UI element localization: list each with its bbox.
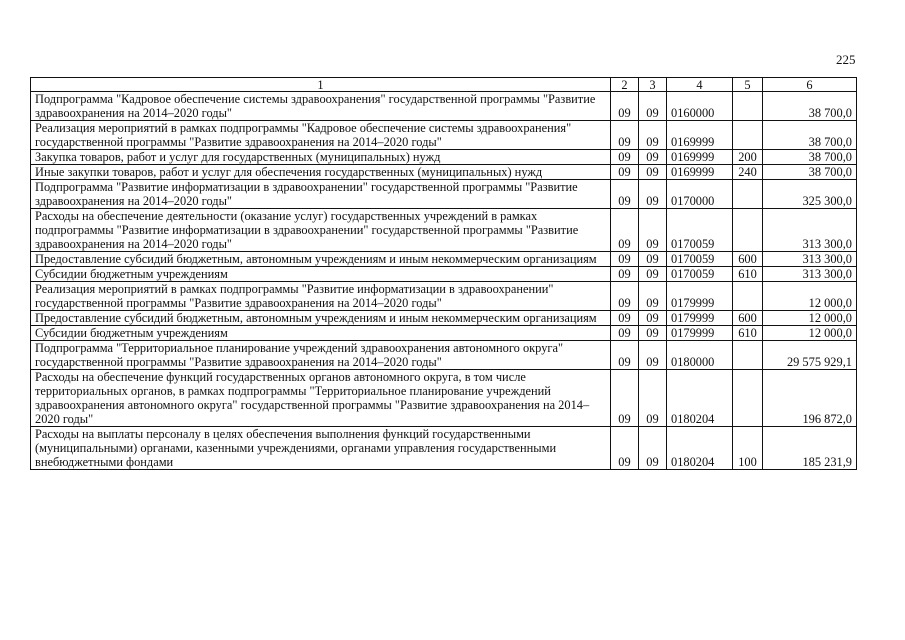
table-row xyxy=(31,180,857,209)
target-article-code: 0169999 xyxy=(667,165,733,180)
subsection-code: 09 xyxy=(639,341,667,370)
budget-table xyxy=(30,77,857,470)
expense-type-code: 600 xyxy=(733,311,763,326)
amount: 12 000,0 xyxy=(763,282,857,311)
expense-type-code xyxy=(733,370,763,427)
subsection-code: 09 xyxy=(639,311,667,326)
section-code: 09 xyxy=(611,165,639,180)
expense-name: Расходы на выплаты персоналу в целях обеспечения выполнения функций государственными (муниципальными) органами, казенными учреждениями, органами управления государственными внебюджетными фондами xyxy=(31,427,611,470)
expense-type-code xyxy=(733,121,763,150)
amount: 185 231,9 xyxy=(763,427,857,470)
subsection-code: 09 xyxy=(639,267,667,282)
table-header-row xyxy=(31,78,857,92)
target-article-code: 0180204 xyxy=(667,370,733,427)
section-code: 09 xyxy=(611,370,639,427)
table-row xyxy=(31,209,857,252)
expense-name: Расходы на обеспечение функций государственных органов автономного округа, в том числе территориальных органов, в рамках подпрограммы "Территориальное планирование учреждений здравоохранения автономного округа" государственной программы "Развитие здравоохранения на 2014–2020 годы" xyxy=(31,370,611,427)
table-row xyxy=(31,427,857,470)
amount: 29 575 929,1 xyxy=(763,341,857,370)
amount: 313 300,0 xyxy=(763,252,857,267)
expense-name: Подпрограмма "Кадровое обеспечение системы здравоохранения" государственной программы "Развитие здравоохранения на 2014–2020 годы" xyxy=(31,92,611,121)
expense-type-code: 200 xyxy=(733,150,763,165)
subsection-code: 09 xyxy=(639,326,667,341)
column-header-6: 6 xyxy=(763,78,857,92)
expense-name: Подпрограмма "Развитие информатизации в здравоохранении" государственной программы "Развитие здравоохранения на 2014–2020 годы" xyxy=(31,180,611,209)
subsection-code: 09 xyxy=(639,180,667,209)
expense-name: Реализация мероприятий в рамках подпрограммы "Развитие информатизации в здравоохранении" государственной программы "Развитие здравоохранения на 2014–2020 годы" xyxy=(31,282,611,311)
table-row xyxy=(31,165,857,180)
amount: 196 872,0 xyxy=(763,370,857,427)
table-row xyxy=(31,311,857,326)
expense-name: Субсидии бюджетным учреждениям xyxy=(31,267,611,282)
target-article-code: 0169999 xyxy=(667,150,733,165)
target-article-code: 0170059 xyxy=(667,252,733,267)
expense-type-code: 240 xyxy=(733,165,763,180)
subsection-code: 09 xyxy=(639,165,667,180)
expense-name: Предоставление субсидий бюджетным, автономным учреждениям и иным некоммерческим организациям xyxy=(31,252,611,267)
expense-name: Иные закупки товаров, работ и услуг для обеспечения государственных (муниципальных) нужд xyxy=(31,165,611,180)
section-code: 09 xyxy=(611,92,639,121)
subsection-code: 09 xyxy=(639,150,667,165)
subsection-code: 09 xyxy=(639,121,667,150)
subsection-code: 09 xyxy=(639,370,667,427)
column-header-4: 4 xyxy=(667,78,733,92)
amount: 38 700,0 xyxy=(763,92,857,121)
target-article-code: 0179999 xyxy=(667,311,733,326)
expense-name: Подпрограмма "Территориальное планирование учреждений здравоохранения автономного округа" государственной программы "Развитие здравоохранения на 2014–2020 годы" xyxy=(31,341,611,370)
column-header-5: 5 xyxy=(733,78,763,92)
expense-type-code xyxy=(733,209,763,252)
column-header-1: 1 xyxy=(31,78,611,92)
expense-name: Реализация мероприятий в рамках подпрограммы "Кадровое обеспечение системы здравоохранения" государственной программы "Развитие здравоохранения на 2014–2020 годы" xyxy=(31,121,611,150)
expense-type-code: 600 xyxy=(733,252,763,267)
section-code: 09 xyxy=(611,150,639,165)
amount: 38 700,0 xyxy=(763,165,857,180)
target-article-code: 0169999 xyxy=(667,121,733,150)
column-header-2: 2 xyxy=(611,78,639,92)
expense-type-code xyxy=(733,282,763,311)
amount: 38 700,0 xyxy=(763,121,857,150)
expense-name: Закупка товаров, работ и услуг для государственных (муниципальных) нужд xyxy=(31,150,611,165)
table-row xyxy=(31,370,857,427)
expense-type-code xyxy=(733,341,763,370)
subsection-code: 09 xyxy=(639,92,667,121)
table-row xyxy=(31,150,857,165)
amount: 12 000,0 xyxy=(763,326,857,341)
section-code: 09 xyxy=(611,427,639,470)
section-code: 09 xyxy=(611,326,639,341)
table-row xyxy=(31,282,857,311)
amount: 313 300,0 xyxy=(763,267,857,282)
amount: 313 300,0 xyxy=(763,209,857,252)
table-row xyxy=(31,341,857,370)
target-article-code: 0170000 xyxy=(667,180,733,209)
section-code: 09 xyxy=(611,341,639,370)
section-code: 09 xyxy=(611,267,639,282)
target-article-code: 0179999 xyxy=(667,326,733,341)
column-header-3: 3 xyxy=(639,78,667,92)
subsection-code: 09 xyxy=(639,282,667,311)
subsection-code: 09 xyxy=(639,252,667,267)
expense-type-code xyxy=(733,92,763,121)
subsection-code: 09 xyxy=(639,427,667,470)
expense-name: Расходы на обеспечение деятельности (оказание услуг) государственных учреждений в рамках подпрограммы "Развитие информатизации в здравоохранении" государственной программы "Развитие здравоохранения на 2014–2020 годы" xyxy=(31,209,611,252)
expense-name: Предоставление субсидий бюджетным, автономным учреждениям и иным некоммерческим организациям xyxy=(31,311,611,326)
target-article-code: 0180204 xyxy=(667,427,733,470)
expense-type-code: 100 xyxy=(733,427,763,470)
target-article-code: 0170059 xyxy=(667,267,733,282)
subsection-code: 09 xyxy=(639,209,667,252)
table-row xyxy=(31,267,857,282)
target-article-code: 0180000 xyxy=(667,341,733,370)
expense-type-code xyxy=(733,180,763,209)
table-row xyxy=(31,121,857,150)
target-article-code: 0179999 xyxy=(667,282,733,311)
table-row xyxy=(31,92,857,121)
expense-name: Субсидии бюджетным учреждениям xyxy=(31,326,611,341)
target-article-code: 0160000 xyxy=(667,92,733,121)
table-row xyxy=(31,252,857,267)
expense-type-code: 610 xyxy=(733,267,763,282)
amount: 38 700,0 xyxy=(763,150,857,165)
expense-type-code: 610 xyxy=(733,326,763,341)
section-code: 09 xyxy=(611,311,639,326)
amount: 12 000,0 xyxy=(763,311,857,326)
section-code: 09 xyxy=(611,180,639,209)
target-article-code: 0170059 xyxy=(667,209,733,252)
amount: 325 300,0 xyxy=(763,180,857,209)
section-code: 09 xyxy=(611,209,639,252)
section-code: 09 xyxy=(611,282,639,311)
section-code: 09 xyxy=(611,121,639,150)
section-code: 09 xyxy=(611,252,639,267)
table-row xyxy=(31,326,857,341)
page-number: 225 xyxy=(836,52,856,67)
